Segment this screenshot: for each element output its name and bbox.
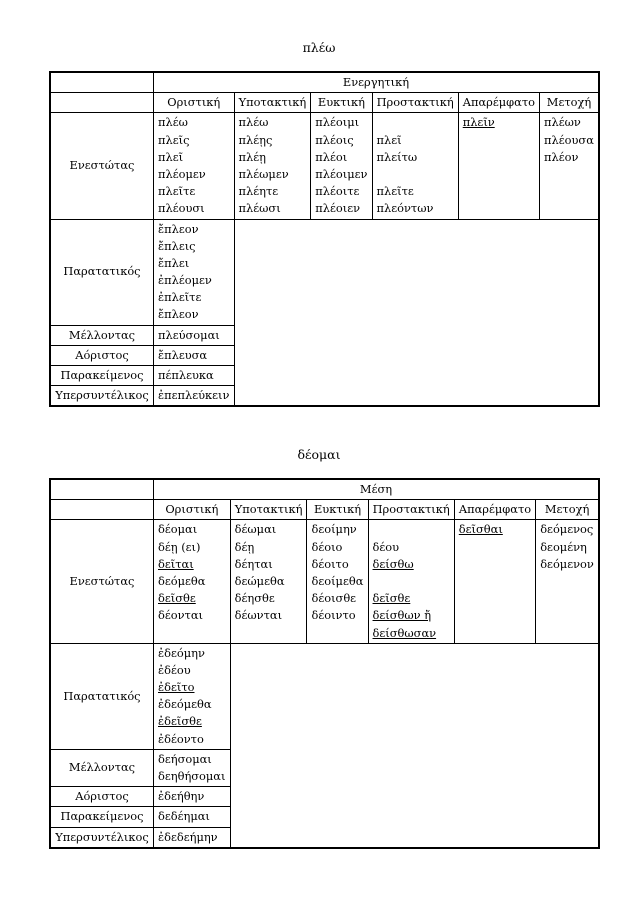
form: πλέων [544, 115, 581, 130]
form: δεομένη [540, 539, 587, 554]
form: πλέον [544, 149, 579, 164]
present-participle-cell [536, 520, 599, 643]
form: ἐδεόμεθα [158, 697, 212, 712]
form: δείσθων ἤ [372, 608, 432, 623]
row-pluperfect: Υπερσυντέλικος [50, 386, 154, 407]
form: δείσθωσαν [372, 625, 437, 640]
col-indicative: Οριστική [154, 93, 235, 113]
form: δέῃ [234, 539, 255, 554]
form: δέου [372, 539, 400, 554]
form: δεῖσθαι [458, 522, 503, 537]
form: ἐδεδεήμην [158, 829, 218, 844]
form: ἐπεπλεύκειν [158, 388, 230, 403]
form: δείσθω [372, 556, 414, 571]
form: δέοιο [311, 539, 343, 554]
row-perfect: Παρακείμενος [50, 366, 154, 386]
pluperfect-cell [154, 827, 231, 848]
corner-cell [50, 479, 154, 500]
form: δεόμενον [540, 556, 594, 571]
table1-conjugation [49, 71, 600, 407]
table1-title: πλέω [302, 40, 336, 55]
col-subjunctive: Υποτακτική [234, 93, 311, 113]
row-aorist: Αόριστος [50, 787, 154, 807]
aorist-cell [154, 345, 235, 365]
row-present: Ενεστώτας [50, 113, 154, 219]
form: πλεῖ [158, 149, 184, 164]
form: πλέοιμεν [315, 166, 368, 181]
table2-title: δέομαι [297, 447, 341, 462]
aorist-cell [154, 787, 231, 807]
col-infinitive: Απαρέμφατο [454, 500, 535, 520]
form: δεόμενος [540, 522, 594, 537]
form: πλέῃς [238, 132, 273, 147]
form: ἔπλει [158, 255, 190, 270]
form [373, 573, 450, 590]
perfect-cell [154, 366, 235, 386]
col-optative: Ευκτική [311, 93, 372, 113]
form: δέῃ (ει) [158, 539, 201, 554]
col-participle: Μετοχή [540, 93, 599, 113]
voice-header: Μέση [154, 479, 600, 500]
form: δεήσομαι [158, 751, 212, 766]
present-imperative-cell [372, 113, 458, 219]
corner-cell [50, 500, 154, 520]
form: δέοισθε [311, 591, 357, 606]
form: πλείτω [376, 149, 418, 164]
form: πλεόντων [376, 201, 434, 216]
form: πέπλευκα [158, 368, 214, 383]
form: δέωμαι [234, 522, 277, 537]
form: δεόμεθα [158, 573, 206, 588]
present-infinitive-cell [454, 520, 535, 643]
form: πλέουσι [158, 201, 205, 216]
form: πλέουσα [544, 132, 594, 147]
form: πλέοις [315, 132, 354, 147]
form: πλέοι [315, 149, 348, 164]
form: δέηται [234, 556, 273, 571]
form: ἐπλέομεν [158, 273, 212, 288]
form: δεοίμεθα [311, 573, 364, 588]
form: πλέητε [238, 184, 279, 199]
present-subjunctive-cell [234, 113, 311, 219]
present-imperative-cell [368, 520, 454, 643]
row-perfect: Παρακείμενος [50, 807, 154, 827]
form: πλεῖν [462, 115, 495, 130]
form: ἔπλευσα [158, 347, 208, 362]
col-subjunctive: Υποτακτική [230, 500, 307, 520]
form: δεδέημαι [158, 809, 210, 824]
form: δεοίμην [311, 522, 357, 537]
imperfect-cell [154, 643, 231, 749]
row-future: Μέλλοντας [50, 749, 154, 786]
imperfect-cell [154, 219, 235, 325]
row-imperfect: Παρατατικός [50, 643, 154, 749]
future-cell [154, 749, 231, 786]
form: δέωνται [234, 608, 283, 623]
present-optative-cell [311, 113, 372, 219]
col-infinitive: Απαρέμφατο [458, 93, 539, 113]
form: δέησθε [234, 591, 275, 606]
form: πλέῃ [238, 149, 266, 164]
form: δέονται [158, 608, 204, 623]
row-imperfect: Παρατατικός [50, 219, 154, 325]
form: ἔπλεον [158, 307, 199, 322]
form: δεῖσθε [372, 591, 411, 606]
form: ἐδεῖσθε [158, 714, 202, 729]
row-future: Μέλλοντας [50, 325, 154, 345]
form: ἐπλεῖτε [158, 290, 202, 305]
form: πλεῖς [158, 132, 190, 147]
form: πλεῖτε [376, 184, 414, 199]
form: ἔπλεον [158, 221, 199, 236]
empty-area [230, 643, 599, 848]
present-indicative-cell [154, 113, 235, 219]
form: πλεῖ [376, 132, 402, 147]
form [377, 114, 454, 131]
col-imperative: Προστακτική [368, 500, 454, 520]
col-imperative: Προστακτική [372, 93, 458, 113]
empty-area [234, 219, 599, 406]
row-pluperfect: Υπερσυντέλικος [50, 827, 154, 848]
form [377, 166, 454, 183]
col-indicative: Οριστική [154, 500, 231, 520]
form: πλέω [238, 115, 269, 130]
form: δέοιντο [311, 608, 356, 623]
form: ἐδεήθην [158, 789, 205, 804]
row-aorist: Αόριστος [50, 345, 154, 365]
form: πλεῖτε [158, 184, 196, 199]
form: ἔπλεις [158, 238, 196, 253]
present-participle-cell [540, 113, 599, 219]
present-subjunctive-cell [230, 520, 307, 643]
form: πλέομεν [158, 166, 206, 181]
form: πλέωμεν [238, 166, 289, 181]
form: ἐδεῖτο [158, 680, 195, 695]
form: δέομαι [158, 522, 198, 537]
form: δεῖται [158, 556, 194, 571]
corner-cell [50, 93, 154, 113]
form: δεώμεθα [234, 573, 285, 588]
form: πλέω [158, 115, 188, 130]
form: πλέωσι [238, 201, 281, 216]
present-indicative-cell [154, 520, 231, 643]
form: δεῖσθε [158, 591, 196, 606]
form: πλέοιτε [315, 184, 360, 199]
form: ἐδεόμην [158, 645, 205, 660]
form: δεηθήσομαι [158, 769, 226, 784]
form: ἐδέου [158, 662, 191, 677]
pluperfect-cell [154, 386, 235, 407]
row-present: Ενεστώτας [50, 520, 154, 643]
present-optative-cell [307, 520, 368, 643]
voice-header: Ενεργητική [154, 72, 600, 93]
form: πλέοιεν [315, 201, 361, 216]
table2-conjugation [49, 478, 600, 849]
form: πλεύσομαι [158, 327, 220, 342]
col-participle: Μετοχή [536, 500, 599, 520]
form [373, 521, 450, 538]
present-infinitive-cell [458, 113, 539, 219]
form: πλέοιμι [315, 115, 360, 130]
form: δέοιτο [311, 556, 349, 571]
form: ἐδέοντο [158, 731, 204, 746]
col-optative: Ευκτική [307, 500, 368, 520]
future-cell [154, 325, 235, 345]
perfect-cell [154, 807, 231, 827]
corner-cell [50, 72, 154, 93]
